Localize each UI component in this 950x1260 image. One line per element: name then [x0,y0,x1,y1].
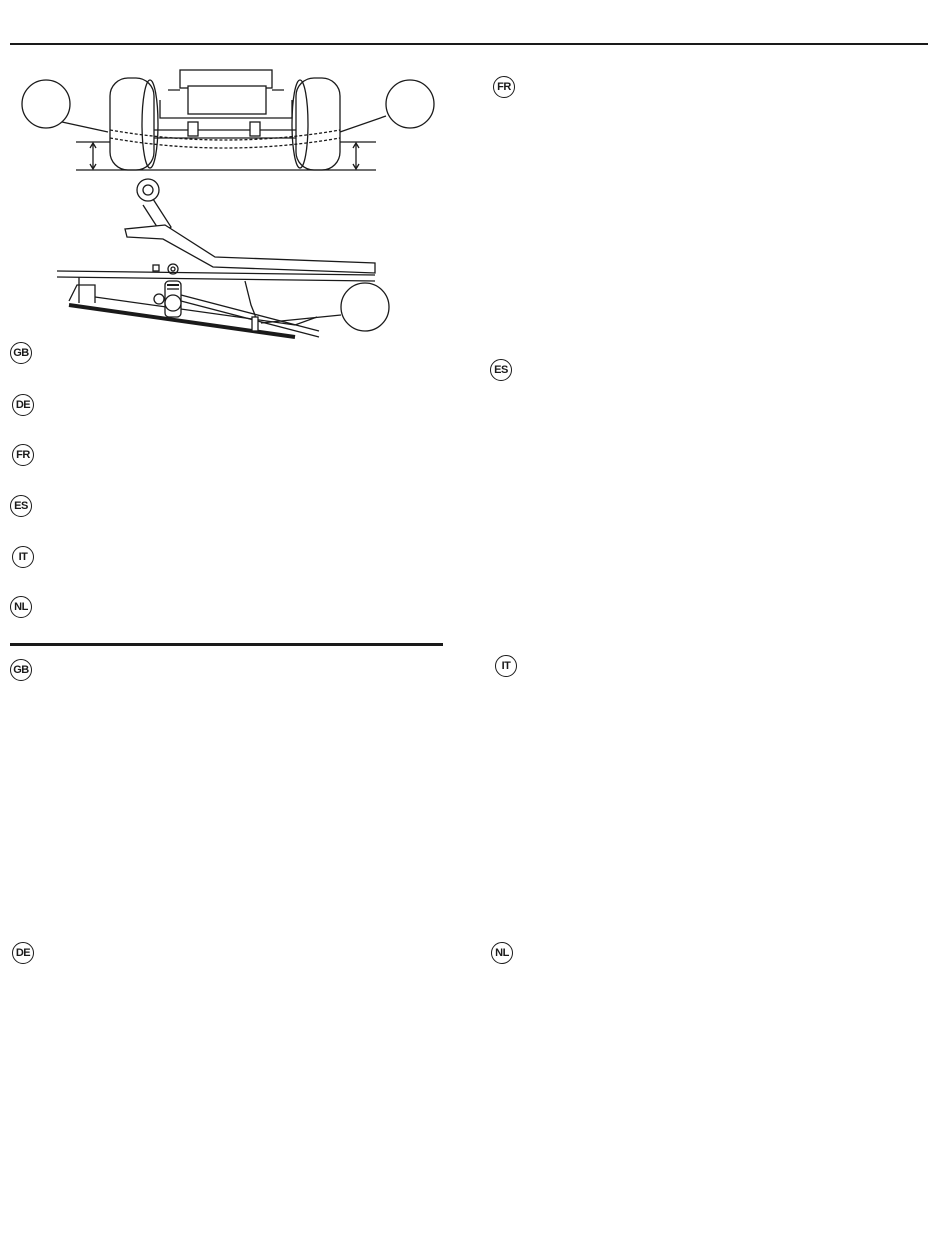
top-rule [10,43,928,45]
language-badge-de: DE [12,394,34,416]
left-wheel [110,78,154,170]
callout-circle-left [22,80,70,128]
language-badge-fr: FR [12,444,34,466]
language-badge-es: ES [10,495,32,517]
language-badge-nl: NL [10,596,32,618]
section-badge-de: DE [12,942,34,964]
adjustment-knob [137,179,159,201]
section-badge-it: IT [495,655,517,677]
section-badge-gb: GB [10,659,32,681]
right-wheel [296,78,340,170]
section-badge-fr: FR [493,76,515,98]
column-divider-rule [10,643,443,646]
language-badge-gb: GB [10,342,32,364]
section-badge-nl: NL [491,942,513,964]
language-badge-it: IT [12,546,34,568]
callout-circle-deck [341,283,389,331]
front-axle-illustration [10,60,450,180]
mower-deck-illustration [55,175,405,345]
section-badge-es: ES [490,359,512,381]
callout-circle-right [386,80,434,128]
